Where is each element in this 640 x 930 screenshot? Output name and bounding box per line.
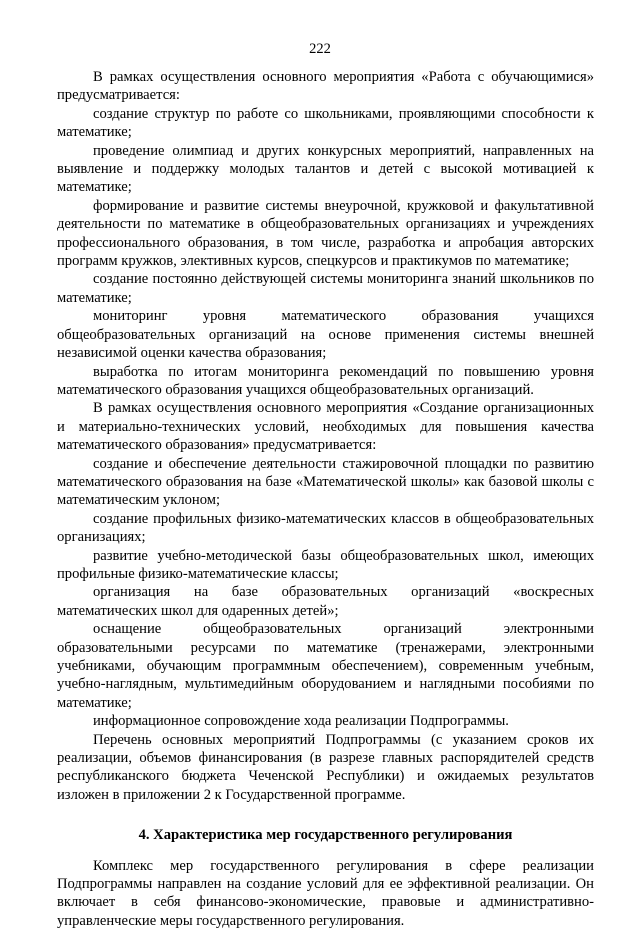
paragraph: развитие учебно-методической базы общеобразовательных школ, имеющих профильные физико-математические классы; — [57, 547, 594, 582]
paragraph: Перечень основных мероприятий Подпрограммы (с указанием сроков их реализации, объемов финансирования (в разрезе главных распорядителей средств республиканского бюджета Чеченской Республики) и ожидаемых результатов изложен в приложении 2 к Государственной программе. — [57, 731, 594, 803]
paragraph: информационное сопровождение хода реализации Подпрограммы. — [93, 713, 509, 730]
paragraph: создание структур по работе со школьниками, проявляющими способности к математике; — [57, 105, 594, 141]
paragraph: выработка по итогам мониторинга рекомендаций по повышению уровня математического образования учащихся общеобразовательных организаций. — [57, 363, 594, 398]
section-heading: 4. Характеристика мер государственного регулирования — [138, 827, 513, 844]
paragraph: организация на базе образовательных организаций «воскресных математических школ для одаренных детей»; — [57, 584, 594, 619]
paragraph: мониторинг уровня математического образования учащихся общеобразовательных организаций на основе применения системы внешней независимой оценки качества образования; — [57, 308, 594, 362]
paragraph: проведение олимпиад и других конкурсных мероприятий, направленных на выявление и поддержку молодых талантов и детей с высокой мотивацией к математике; — [57, 142, 594, 196]
paragraph: создание и обеспечение деятельности стажировочной площадки по развитию математического образования на базе «Математической школы» как базовой школы с математическим уклоном; — [57, 455, 594, 509]
document-body — [57, 68, 594, 930]
paragraph: оснащение общеобразовательных организаций электронными образовательными ресурсами по математике (тренажерами, электронными учебниками, обучающим программным обеспечением), современным учебным, учебно-наглядным, мультимедийным оборудованием и наглядными пособиями по математике; — [57, 621, 594, 711]
paragraph: создание профильных физико-математических классов в общеобразовательных организациях; — [57, 510, 594, 546]
paragraph: Комплекс мер государственного регулирования в сфере реализации Подпрограммы направлен на создание условий для ее эффективной реализации. Он включает в себя финансово-экономические, правовые и административно-управленческие меры государственного регулирования. — [57, 857, 594, 929]
paragraph: формирование и развитие системы внеурочной, кружковой и факультативной деятельности по математике в общеобразовательных организациях и учреждениях профессионального образования, в том числе, разработка и апробация авторских программ кружков, элективных курсов, спецкурсов и практикумов по математике; — [57, 197, 594, 270]
paragraph: В рамках осуществления основного мероприятия «Работа с обучающимися» предусматривается: — [57, 69, 594, 104]
page-number: 222 — [309, 41, 331, 57]
paragraph: В рамках осуществления основного мероприятия «Создание организационных и материально-технических условий, необходимых для повышения качества математического образования» предусматривается: — [57, 400, 594, 454]
paragraph: создание постоянно действующей системы мониторинга знаний школьников по математике; — [57, 271, 594, 306]
